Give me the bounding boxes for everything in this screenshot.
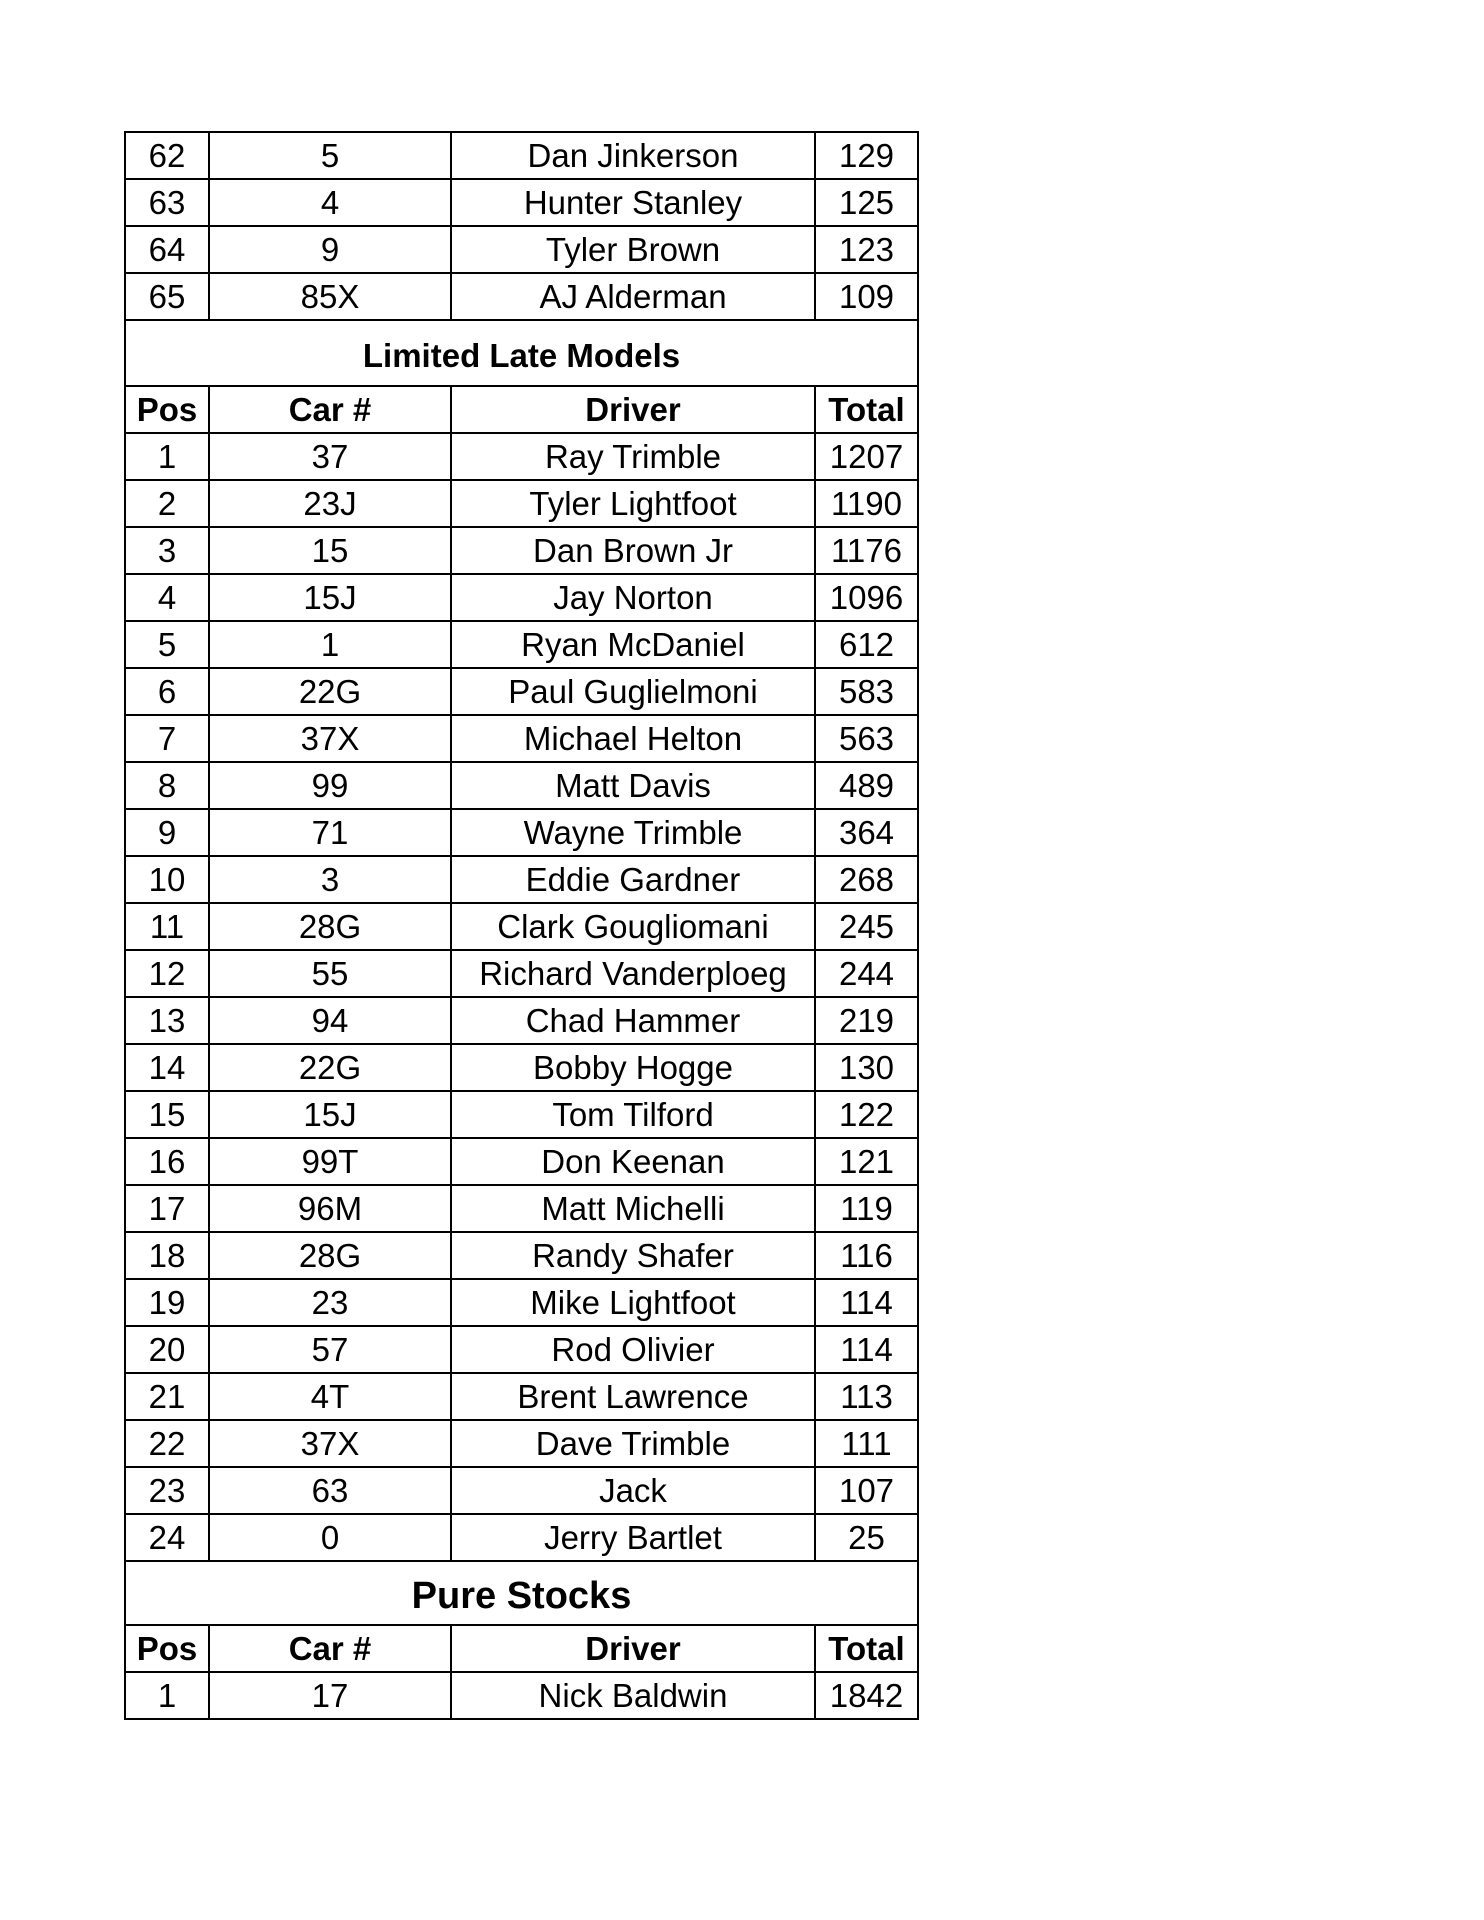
table-header-row	[125, 1625, 918, 1672]
car-cell: 3	[209, 856, 451, 903]
car-cell: 85X	[209, 273, 451, 320]
driver-cell: Richard Vanderploeg	[451, 950, 815, 997]
car-cell: 1	[209, 621, 451, 668]
car-cell: 23	[209, 1279, 451, 1326]
total-cell: 129	[815, 132, 918, 179]
table-row	[125, 997, 918, 1044]
driver-cell: Mike Lightfoot	[451, 1279, 815, 1326]
driver-cell: Bobby Hogge	[451, 1044, 815, 1091]
car-cell: 37	[209, 433, 451, 480]
total-cell: 25	[815, 1514, 918, 1561]
pos-cell: 23	[125, 1467, 209, 1514]
driver-cell: Matt Davis	[451, 762, 815, 809]
car-cell: 55	[209, 950, 451, 997]
total-cell: 121	[815, 1138, 918, 1185]
table-row	[125, 950, 918, 997]
total-cell: 489	[815, 762, 918, 809]
driver-cell: Nick Baldwin	[451, 1672, 815, 1719]
driver-cell: Rod Olivier	[451, 1326, 815, 1373]
total-cell: 114	[815, 1279, 918, 1326]
pos-cell: 12	[125, 950, 209, 997]
total-cell: 244	[815, 950, 918, 997]
table-row	[125, 621, 918, 668]
pos-cell: 10	[125, 856, 209, 903]
driver-cell: Ray Trimble	[451, 433, 815, 480]
car-cell: 17	[209, 1672, 451, 1719]
driver-cell: Randy Shafer	[451, 1232, 815, 1279]
driver-cell: Jay Norton	[451, 574, 815, 621]
pos-cell: 8	[125, 762, 209, 809]
table-row	[125, 1467, 918, 1514]
car-cell: 4	[209, 179, 451, 226]
total-cell: 219	[815, 997, 918, 1044]
driver-cell: Hunter Stanley	[451, 179, 815, 226]
table-row	[125, 179, 918, 226]
pos-cell: 7	[125, 715, 209, 762]
total-cell: 1096	[815, 574, 918, 621]
driver-cell: Ryan McDaniel	[451, 621, 815, 668]
section-title-row	[125, 1561, 918, 1625]
table-row	[125, 1514, 918, 1561]
pos-cell: 20	[125, 1326, 209, 1373]
pos-cell: 63	[125, 179, 209, 226]
total-cell: 123	[815, 226, 918, 273]
pos-cell: 19	[125, 1279, 209, 1326]
car-cell: 15	[209, 527, 451, 574]
driver-cell: Jerry Bartlet	[451, 1514, 815, 1561]
driver-cell: Don Keenan	[451, 1138, 815, 1185]
driver-cell: Matt Michelli	[451, 1185, 815, 1232]
total-cell: 111	[815, 1420, 918, 1467]
car-cell: 22G	[209, 1044, 451, 1091]
driver-cell: Jack	[451, 1467, 815, 1514]
driver-cell: Wayne Trimble	[451, 809, 815, 856]
car-cell: 9	[209, 226, 451, 273]
total-cell: 583	[815, 668, 918, 715]
table-row	[125, 433, 918, 480]
table-row	[125, 856, 918, 903]
table-row	[125, 1279, 918, 1326]
total-cell: 612	[815, 621, 918, 668]
pos-cell: 16	[125, 1138, 209, 1185]
total-cell: 114	[815, 1326, 918, 1373]
total-cell: 1842	[815, 1672, 918, 1719]
table-row	[125, 480, 918, 527]
table-row	[125, 903, 918, 950]
standings-body	[125, 132, 918, 1719]
pos-cell: 22	[125, 1420, 209, 1467]
section-title-limited-late-models: Limited Late Models	[125, 320, 918, 386]
car-cell: 15J	[209, 1091, 451, 1138]
car-cell: 4T	[209, 1373, 451, 1420]
driver-cell: Clark Gougliomani	[451, 903, 815, 950]
pos-cell: 64	[125, 226, 209, 273]
pos-cell: 5	[125, 621, 209, 668]
total-cell: 113	[815, 1373, 918, 1420]
table-row	[125, 1091, 918, 1138]
header-total: Total	[815, 386, 918, 433]
total-cell: 1176	[815, 527, 918, 574]
driver-cell: AJ Alderman	[451, 273, 815, 320]
car-cell: 37X	[209, 715, 451, 762]
pos-cell: 15	[125, 1091, 209, 1138]
table-row	[125, 762, 918, 809]
table-row	[125, 1232, 918, 1279]
car-cell: 5	[209, 132, 451, 179]
driver-cell: Paul Guglielmoni	[451, 668, 815, 715]
driver-cell: Dan Jinkerson	[451, 132, 815, 179]
pos-cell: 4	[125, 574, 209, 621]
pos-cell: 1	[125, 433, 209, 480]
pos-cell: 24	[125, 1514, 209, 1561]
driver-cell: Brent Lawrence	[451, 1373, 815, 1420]
total-cell: 245	[815, 903, 918, 950]
total-cell: 116	[815, 1232, 918, 1279]
table-row	[125, 226, 918, 273]
table-row	[125, 1672, 918, 1719]
pos-cell: 13	[125, 997, 209, 1044]
table-row	[125, 1326, 918, 1373]
standings-table	[124, 131, 919, 1720]
car-cell: 22G	[209, 668, 451, 715]
pos-cell: 14	[125, 1044, 209, 1091]
header-pos: Pos	[125, 386, 209, 433]
header-car: Car #	[209, 1625, 451, 1672]
pos-cell: 21	[125, 1373, 209, 1420]
table-row	[125, 1185, 918, 1232]
pos-cell: 9	[125, 809, 209, 856]
driver-cell: Tyler Brown	[451, 226, 815, 273]
header-pos: Pos	[125, 1625, 209, 1672]
table-row	[125, 574, 918, 621]
pos-cell: 6	[125, 668, 209, 715]
total-cell: 130	[815, 1044, 918, 1091]
driver-cell: Michael Helton	[451, 715, 815, 762]
driver-cell: Dave Trimble	[451, 1420, 815, 1467]
total-cell: 1190	[815, 480, 918, 527]
driver-cell: Chad Hammer	[451, 997, 815, 1044]
car-cell: 15J	[209, 574, 451, 621]
car-cell: 96M	[209, 1185, 451, 1232]
car-cell: 28G	[209, 903, 451, 950]
pos-cell: 1	[125, 1672, 209, 1719]
driver-cell: Eddie Gardner	[451, 856, 815, 903]
table-row	[125, 132, 918, 179]
table-row	[125, 809, 918, 856]
table-row	[125, 1138, 918, 1185]
total-cell: 125	[815, 179, 918, 226]
section-title-row	[125, 320, 918, 386]
pos-cell: 18	[125, 1232, 209, 1279]
pos-cell: 65	[125, 273, 209, 320]
header-total: Total	[815, 1625, 918, 1672]
table-row	[125, 1044, 918, 1091]
driver-cell: Tom Tilford	[451, 1091, 815, 1138]
table-row	[125, 527, 918, 574]
total-cell: 122	[815, 1091, 918, 1138]
table-row	[125, 1420, 918, 1467]
car-cell: 99T	[209, 1138, 451, 1185]
pos-cell: 3	[125, 527, 209, 574]
pos-cell: 2	[125, 480, 209, 527]
car-cell: 23J	[209, 480, 451, 527]
driver-cell: Dan Brown Jr	[451, 527, 815, 574]
pos-cell: 11	[125, 903, 209, 950]
pos-cell: 17	[125, 1185, 209, 1232]
total-cell: 109	[815, 273, 918, 320]
header-driver: Driver	[451, 386, 815, 433]
car-cell: 57	[209, 1326, 451, 1373]
header-driver: Driver	[451, 1625, 815, 1672]
table-row	[125, 273, 918, 320]
pos-cell: 62	[125, 132, 209, 179]
section-title-pure-stocks: Pure Stocks	[125, 1561, 918, 1625]
table-row	[125, 1373, 918, 1420]
table-row	[125, 668, 918, 715]
car-cell: 71	[209, 809, 451, 856]
car-cell: 63	[209, 1467, 451, 1514]
car-cell: 28G	[209, 1232, 451, 1279]
car-cell: 99	[209, 762, 451, 809]
total-cell: 563	[815, 715, 918, 762]
table-row	[125, 715, 918, 762]
driver-cell: Tyler Lightfoot	[451, 480, 815, 527]
car-cell: 0	[209, 1514, 451, 1561]
total-cell: 268	[815, 856, 918, 903]
header-car: Car #	[209, 386, 451, 433]
total-cell: 119	[815, 1185, 918, 1232]
total-cell: 1207	[815, 433, 918, 480]
car-cell: 37X	[209, 1420, 451, 1467]
total-cell: 107	[815, 1467, 918, 1514]
table-header-row	[125, 386, 918, 433]
car-cell: 94	[209, 997, 451, 1044]
total-cell: 364	[815, 809, 918, 856]
